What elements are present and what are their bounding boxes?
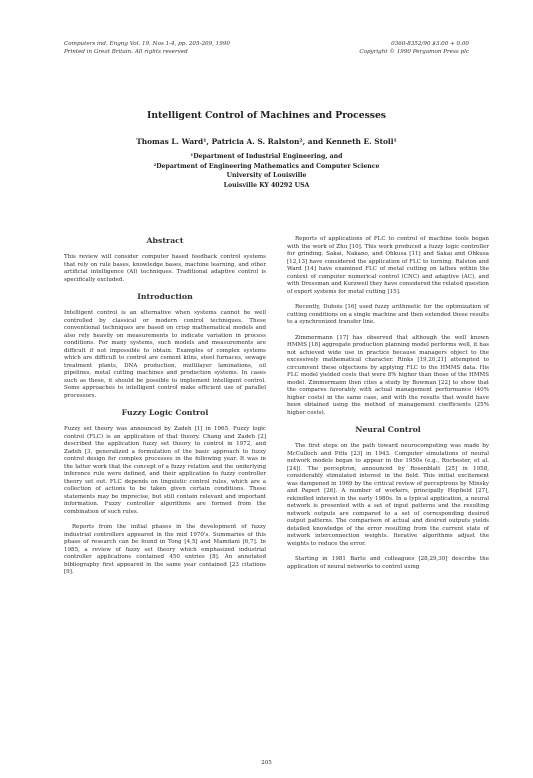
author-list: Thomas L. Ward¹, Patricia A. S. Ralston², and Kenneth E. Stoll¹ <box>136 137 397 146</box>
fuzzy-paragraph: Fuzzy set theory was announced by Zadeh [1] in 1965. Fuzzy logic control (FLC) is an application of that theory. Chang and Zadeh [2] described the application fuzzy set theory to control in 1972, and Zadeh [3, generalized a formulation of the basic approach to fuzzy control design for complex processes in the following year. It was in the latter work that the concept of a fuzzy relation and the underlying inference rule were defined, and their application to fuzzy controller theory set out. FLC depends on linguistic control rules, which are a collection of actions to be taken given certain conditions. These statements may be imprecise, but still contain relevant and important information. Fuzzy controller algorithms are formed from the combination of such rules. <box>64 426 266 515</box>
journal-citation: Computers ind. Engng Vol. 19, Nos 1-4, pp. 205-209, 1990 <box>64 41 230 47</box>
running-header-right <box>359 40 469 56</box>
issn-price: 0360-8352/90 $3.00 + 0.00 <box>391 41 469 47</box>
affiliation-line: Louisville KY 40292 USA <box>223 181 310 189</box>
affiliation-line: ²Department of Engineering Mathematics and Computer Science <box>153 162 380 170</box>
left-column <box>64 236 266 585</box>
body-paragraph: Zimmermann [17] has observed that although the well known HMMS [18] aggregate production planning model performs well, it has not achieved wide use in practice because managers object to the excessively mathematical character. Rinks [19,20,21] attempted to circumvent these objections by applying FLC to the HMMS data. His FLC model yielded costs that were 8% higher than those of the HMMS model. Zimmermann then cites a study by Bowman [22] to show that the compares favorably with actual management performance (40% higher costs) in the same case, and with the results that would have been obtained using the method of management coefficients (25% higher costs). <box>287 334 489 416</box>
introduction-text: Intelligent control is an alternative when systems cannot be well controlled by classical or modern control techniques. These conventional techniques are based on crisp mathematical models and also rely heavily on measurements to indicate variation in process conditions. For many systems, such models and measurements are difficult if not impossible to obtain. Examples of complex systems which are difficult to control are cement kilns, steel furnaces, sewage treatment plants, DNA production, multilayer laminations, oil pipelines, metal cutting machines and production systems. In cases such as these, it should be possible to implement intelligent control. Some approaches to intelligent control make efficient use of parallel processors. <box>64 310 266 399</box>
neural-paragraph: The first steps on the path toward neurocomputing was made by McCulloch and Pitts [23] in 1943. Computer simulations of neural network models began to appear in the 1950s (e.g., Rochester, et al. [24]). The perceptron, announced by Rosenblatt [25] in 1958, considerably stimulated interest in the field. This initial excitement was dampened in 1969 by the critical review of perceptrons by Minsky and Papert [26]. A number of workers, principally Hopfield [27], rekindled interest in the early 1980s. In a typical application, a neural network is presented with a set of input patterns and the resulting network outputs are compared to a set of corresponding desired output patterns. The comparison of actual and desired outputs yields detailed knowledge of the error resulting from the current state of network interconnection weights. Iterative algorithms adjust the weights to reduce the error. <box>287 443 489 547</box>
paper-title: Intelligent Control of Machines and Processes <box>147 110 386 121</box>
printed-notice: Printed in Great Britain. All rights reserved <box>64 49 188 55</box>
abstract-text: This review will consider computer based feedback control systems that rely on rule bases, knowledge bases, machine learning, and other artificial intelligence (AI) techniques. Traditional adaptive control is specifically excluded. <box>64 254 266 283</box>
affiliation-line: University of Louisville <box>226 172 307 180</box>
body-paragraph: Reports of applications of FLC to control of machine tools began with the work of Zhu [10]. This work produced a fuzzy logic controller for grinding. Sakai, Nakano, and Ohkusa [11] and Sakai and Ohkusa [12,13] have considered the application of FLC to turning. Ralston and Ward [14] have examined FLC of metal cutting on lathes within the context of computer numerical control (CNC) and adaptive (AC), and with Dressman and Kurzweil they have considered the related question of expert systems for metal cutting [15]. <box>287 236 489 295</box>
copyright-notice: Copyright © 1990 Pergamon Press plc <box>359 49 469 55</box>
abstract-heading: Abstract <box>146 236 184 245</box>
page-number: 205 <box>261 760 272 766</box>
fuzzy-paragraph: Reports from the initial phases in the development of fuzzy industrial controllers appeared in the mid 1970's. Summaries of this phase of research can be found in Tong [4,5] and Mamdani [6,7]. In 1985, a review of fuzzy set theory which emphasized industrial controller applications contained 450 entries [8]. An annotated bibliography first appeared in the same year contained [23 citations [9]. <box>64 524 266 575</box>
right-column <box>287 236 489 579</box>
neural-paragraph: Starting in 1981 Barto and colleagues [28,29,30] describe the application of neural networks to control using <box>287 556 489 570</box>
affiliation-line: ¹Department of Industrial Engineering, and <box>190 153 343 160</box>
affiliations <box>0 152 533 190</box>
fuzzy-heading: Fuzzy Logic Control <box>121 408 209 417</box>
neural-heading: Neural Control <box>355 425 421 434</box>
body-paragraph: Recently, Dubois [16] used fuzzy arithmetic for the optimization of cutting conditions on a single machine and then extended these results to a synchronized transfer line. <box>287 304 489 325</box>
running-header-left <box>64 40 230 56</box>
introduction-heading: Introduction <box>137 292 193 301</box>
